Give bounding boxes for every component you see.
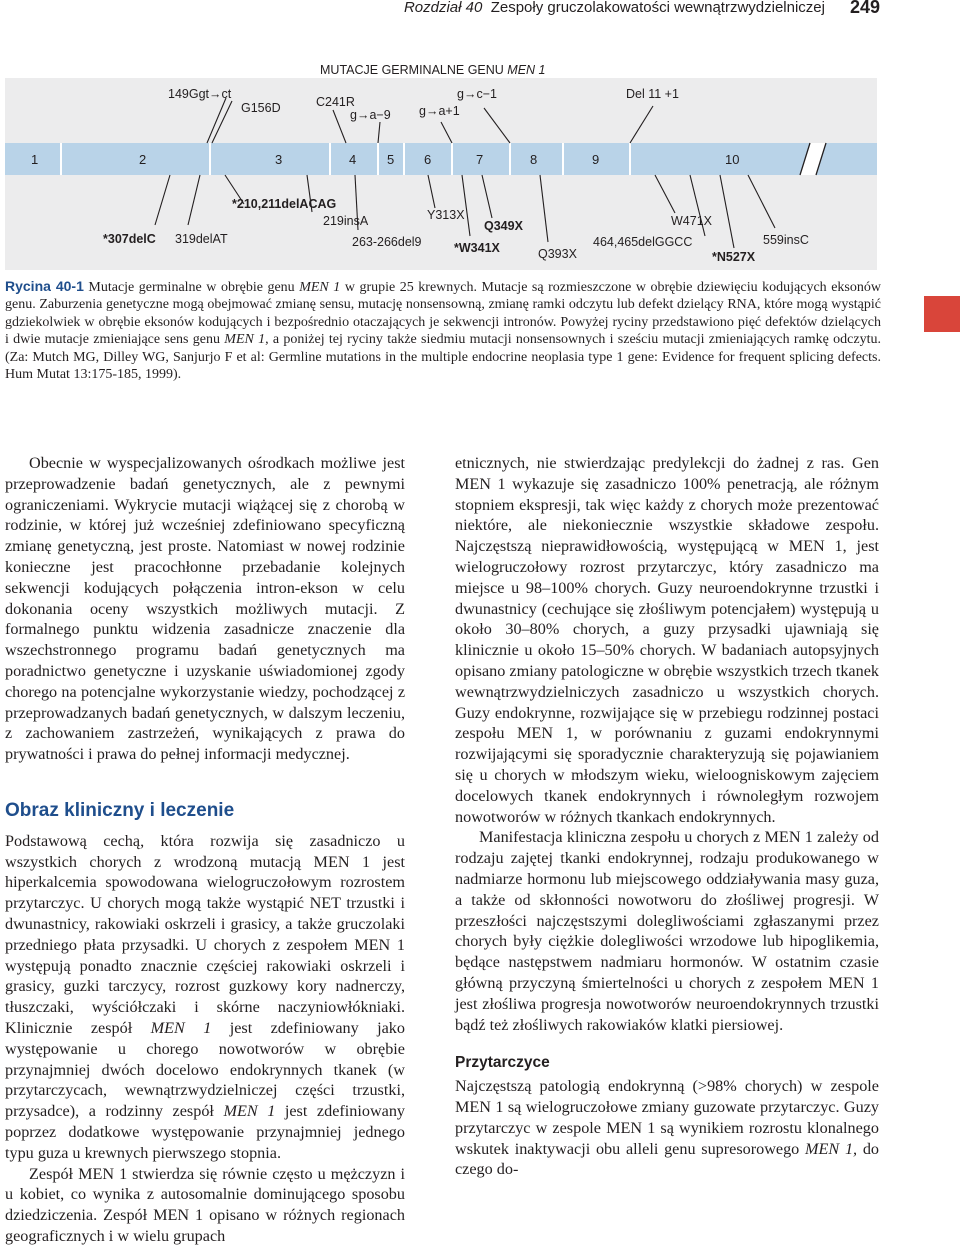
chapter-label: Rozdział 40 <box>403 0 483 16</box>
paragraph: etnicznych, nie stwierdzając predylekcji do żadnej z ras. Gen MEN 1 wykazuje się zasadniczo 100% penetracją, ale różnym stopniem ekspresji, tak więc każdy z chorych może prezentować niektóre, ale niekoniecznie wszystkie składowe zespołu. Najczęstszą nieprawidłowością, występującą w MEN 1, jest wielogruczołowy rozrost przytarczyc, który zasadniczo ma miejsce u 98–100% chorych. Guzy neuroendokrynne trzustki i dwunastnicy (cechujące się złośliwym potencjałem) występują u około 30–80% chorych, a guzy przysadki ujawniają się klinicznie u około 15–50% chorych. W badaniach autopsyjnych opisano zmiany patologiczne w obrębie wszystkich trzech tkanek wewnątrzwydzielniczych zasadniczo u wszystkich chorych. Guzy endokrynne, rozwijające się w przebiegu rodzinnej postaci zespołu MEN 1, w porównaniu z guzami endokrynnymi rozwijającymi się sporadycznie charakteryzują się pojawianiem się u chorych w młodszym wieku, wieloogniskowym zajęciem docelowych tkanek endokrynnych i równoległym rozwojem nowotworów w różnych tkankach endokrynnych. <box>455 454 879 826</box>
mutation-label: Q349X <box>484 219 523 233</box>
mutation-label: g→a+1 <box>419 104 460 118</box>
mutation-label: *307delC <box>103 232 156 246</box>
mutation-label: 319delAT <box>175 232 228 246</box>
caption-label: Rycina 40-1 <box>5 278 84 294</box>
left-column <box>5 453 405 1247</box>
mutation-label: *W341X <box>454 241 500 255</box>
section-heading: Obraz kliniczny i leczenie <box>5 799 235 821</box>
mutation-label: 149Ggt→ct <box>168 87 232 101</box>
exon-label: 1 <box>31 152 39 167</box>
caption-gene: MEN 1 <box>299 280 341 295</box>
mutation-label: G156D <box>241 101 281 115</box>
mutation-label: Q393X <box>538 247 577 261</box>
paragraph: Obecnie w wyspecjalizowanych ośrodkach możliwe jest przeprowadzenie badań genetycznych, ale z pewnymi ograniczeniami. Wykrycie mutacji wiążącej się z chorobą w rodzinie, w której już wcześniej zdefiniowano specyficzną zmianę genetyczną, jest proste. Natomiast w nowej rodzinie konieczne jest pracochłonne przebadanie kolejnych sekwencji kodujących połączenia intron-ekson w celu dokonania oceny wszystkich możliwych mutacji. Z formalnego punktu widzenia zasadnicze znaczenie dla wszechstronnego programu badań genetycznych ma poradnictwo genetyczne i uzyskanie uświadomionej zgody chorego na potencjalne wykorzystanie wiedzy, pochodzącej z przeprowadzanych badań genetycznych, w dalszym leczeniu, z zachowaniem zastrzeżeń, wynikających z prawa do prywatności i prawa do pełnej informacji medycznej. <box>5 454 405 764</box>
exon-label: 10 <box>725 152 740 167</box>
mutation-label: W471X <box>671 214 712 228</box>
chapter-title: Zespoły gruczolakowatości wewnątrzwydzielniczej <box>490 0 825 16</box>
page-number: 249 <box>849 0 880 17</box>
exon-label: 7 <box>476 152 484 167</box>
mutation-label: *N527X <box>712 250 756 264</box>
caption-text: Mutacje germinalne w obrębie genu <box>83 280 300 295</box>
paragraph: Zespół MEN 1 stwierdza się równie często u mężczyzn i u kobiet, co wynika z autosomalnie dominującego sposobu dziedziczenia. Zespół MEN 1 opisano w różnych regionach geograficznych i w wielu grupach <box>5 1164 405 1245</box>
caption-text: w grupie 25 krewnych. Mutacje są rozmieszczone w obrębie dziewięciu kodujących eksonów genu. Zaburzenia genetyczne mogą obejmować zmianę sensu, mutację nonsensowną, zmianę ramki odczytu lub defekt dzielący RNA, które mogą wystąpić gdziekolwiek w obrębie eksonów kodujących i bezpośrednio otaczających je sekwencji intronów. Powyżej ryciny przedstawiono pięć defektów dzielących i dwie mutacje zmieniające sens genu <box>5 280 881 348</box>
right-column <box>455 453 879 1180</box>
exon-label: 9 <box>592 152 600 167</box>
mutation-label: 464,465delGGCC <box>593 235 693 249</box>
exon-label: 8 <box>530 152 538 167</box>
mutation-label: C241R <box>316 95 355 109</box>
mutation-label: Del 11 +1 <box>626 87 679 101</box>
mutation-label: 559insC <box>763 233 809 247</box>
mutation-label: g→a−9 <box>350 108 391 122</box>
caption-gene: MEN 1 <box>224 332 266 348</box>
mutation-label: 263-266del9 <box>352 235 422 249</box>
chapter-tab-marker <box>924 296 960 332</box>
exon-label: 6 <box>424 152 432 167</box>
exon-label: 3 <box>275 152 283 167</box>
exon-label: 5 <box>387 152 395 167</box>
figure-caption <box>5 278 881 383</box>
mutation-label: 219insA <box>323 214 369 228</box>
exon-label: 4 <box>349 152 357 167</box>
mutation-label: *210,211delACAG <box>232 197 337 211</box>
caption-text: , a poniżej tej ryciny także siedmiu mutacji nonsensownych i sześciu mutacji zmieniających ramkę odczytu. (Za: Mutch MG, Dilley WG, Sanjurjo F et al: Germline mutations in the multiple endocrine neoplasia type 1 gene: Evidence for frequent splicing defects. Hum Mutat 13:175-185, 1999). <box>5 332 881 383</box>
exon-label: 2 <box>139 152 147 167</box>
paragraph: Manifestacja kliniczna zespołu u chorych z MEN 1 zależy od rodzaju zajętej tkanki endokrynnej, rodzaju produkowanego w nadmiarze hormonu lub miejscowego oddziaływania masy guza, a także od skłonności nowotworu do złośliwej progresji. W przeszłości najczęstszymi dolegliwościami zgłaszanymi przez chorych były ciężkie dolegliwości wrzodowe lub hipoglikemia, będące następstwem nadmiaru hormonów. W ostatnim czasie główną przyczyną śmiertelności u chorych z zespołem MEN 1 jest złośliwa progresja nowotworów neuroendokrynnych trzustki bądź też złośliwych rakowiaków klatki piersiowej. <box>455 828 879 1034</box>
mutation-label: g→c−1 <box>457 87 497 101</box>
gene-bar <box>5 143 877 175</box>
subsection-heading: Przytarczyce <box>455 1054 550 1072</box>
figure-title: MUTACJE GERMINALNE GENU MEN 1 <box>320 63 546 77</box>
mutation-figure <box>0 0 960 270</box>
paragraph: Najczęstszą patologią endokrynną (>98% chorych) w zespole MEN 1 są wielogruczołowe zmiany guzowate przytarczyc. Guzy przytarczyc w zespole MEN 1 są wynikiem rozrostu klonalnego wskutek inaktywacji obu alleli genu supresorowego MEN 1, do czego do- <box>455 1077 880 1179</box>
mutation-label: Y313X <box>427 208 465 222</box>
paragraph: Podstawową cechą, która rozwija się zasadniczo u wszystkich chorych z wrodzoną mutacją MEN 1 jest hiperkalcemia spowodowana wielogruczołowym rozrostem przytarczyc. U chorych mogą także wystąpić NET trzustki i dwunastnicy, rakowiaki oskrzeli i grasicy, a także gruczolaki przedniego płata przysadki. U chorych z zespołem MEN 1 występują ponadto znacznie częściej rakowiaki oskrzeli i grasicy, guzki tarczycy, rozrost guzkowy kory nadnerczy, tłuszczaki, wyściółczaki i skórne naczyniowłókniaki. Klinicznie zespół MEN 1 jest zdefiniowany jako występowanie u chorego nowotworów w obrębie przynajmniej dwóch docelowo endokrynnych tkanek (w przytarczycach, wewnątrzwydzielniczej części trzustki, przysadce), a rodzinny zespół MEN 1 jest zdefiniowany poprzez dodatkowe występowanie przynajmniej jednego typu guza u krewnych pierwszego stopnia. <box>5 831 406 1162</box>
